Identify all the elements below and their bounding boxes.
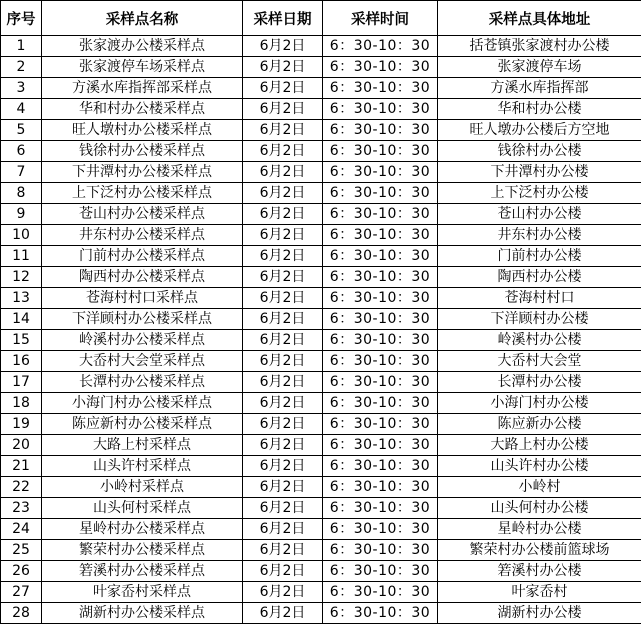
- table-row: [1, 582, 641, 603]
- cell-time: 6：30-10：30: [323, 582, 438, 603]
- cell-date: 6月2日: [243, 225, 323, 246]
- cell-time: 6：30-10：30: [323, 204, 438, 225]
- cell-date: 6月2日: [243, 603, 323, 624]
- table-row: [1, 99, 641, 120]
- header-time: 采样时间: [323, 1, 438, 36]
- cell-time: 6：30-10：30: [323, 435, 438, 456]
- cell-index: 9: [1, 204, 42, 225]
- cell-time: 6：30-10：30: [323, 309, 438, 330]
- cell-address: 小岭村: [438, 477, 641, 498]
- table-row: [1, 351, 641, 372]
- cell-address: 括苍镇张家渡村办公楼: [438, 36, 641, 57]
- header-address: 采样点具体地址: [438, 1, 641, 36]
- table-row: [1, 309, 641, 330]
- cell-address: 华和村办公楼: [438, 99, 641, 120]
- cell-date: 6月2日: [243, 519, 323, 540]
- cell-index: 18: [1, 393, 42, 414]
- table-row: [1, 246, 641, 267]
- table-row: [1, 477, 641, 498]
- cell-address: 陈应新办公楼: [438, 414, 641, 435]
- table-row: [1, 183, 641, 204]
- table-row: [1, 78, 641, 99]
- cell-address: 门前村办公楼: [438, 246, 641, 267]
- cell-index: 11: [1, 246, 42, 267]
- cell-address: 长潭村办公楼: [438, 372, 641, 393]
- cell-time: 6：30-10：30: [323, 246, 438, 267]
- cell-index: 13: [1, 288, 42, 309]
- cell-address: 下洋顾村办公楼: [438, 309, 641, 330]
- table-row: [1, 267, 641, 288]
- cell-date: 6月2日: [243, 162, 323, 183]
- table-header: [1, 1, 641, 36]
- cell-time: 6：30-10：30: [323, 393, 438, 414]
- cell-address: 山头何村办公楼: [438, 498, 641, 519]
- cell-site-name: 山头许村采样点: [42, 456, 243, 477]
- cell-time: 6：30-10：30: [323, 477, 438, 498]
- table-row: [1, 36, 641, 57]
- cell-site-name: 上下泛村办公楼采样点: [42, 183, 243, 204]
- header-date: 采样日期: [243, 1, 323, 36]
- cell-date: 6月2日: [243, 414, 323, 435]
- cell-site-name: 星岭村办公楼采样点: [42, 519, 243, 540]
- cell-site-name: 繁荣村办公楼采样点: [42, 540, 243, 561]
- cell-time: 6：30-10：30: [323, 99, 438, 120]
- cell-time: 6：30-10：30: [323, 57, 438, 78]
- cell-address: 井东村办公楼: [438, 225, 641, 246]
- cell-time: 6：30-10：30: [323, 36, 438, 57]
- cell-index: 15: [1, 330, 42, 351]
- table-row: [1, 162, 641, 183]
- cell-time: 6：30-10：30: [323, 267, 438, 288]
- table-row: [1, 540, 641, 561]
- cell-site-name: 箬溪村办公楼采样点: [42, 561, 243, 582]
- cell-index: 6: [1, 141, 42, 162]
- cell-site-name: 陈应新村办公楼采样点: [42, 414, 243, 435]
- table-row: [1, 330, 641, 351]
- cell-address: 箬溪村办公楼: [438, 561, 641, 582]
- cell-address: 方溪水库指挥部: [438, 78, 641, 99]
- cell-time: 6：30-10：30: [323, 78, 438, 99]
- cell-address: 岭溪村办公楼: [438, 330, 641, 351]
- cell-time: 6：30-10：30: [323, 414, 438, 435]
- cell-site-name: 下洋顾村办公楼采样点: [42, 309, 243, 330]
- cell-time: 6：30-10：30: [323, 603, 438, 624]
- table-row: [1, 204, 641, 225]
- table-row: [1, 288, 641, 309]
- cell-time: 6：30-10：30: [323, 120, 438, 141]
- cell-time: 6：30-10：30: [323, 372, 438, 393]
- cell-index: 20: [1, 435, 42, 456]
- cell-date: 6月2日: [243, 330, 323, 351]
- cell-date: 6月2日: [243, 120, 323, 141]
- cell-address: 小海门村办公楼: [438, 393, 641, 414]
- cell-site-name: 门前村办公楼采样点: [42, 246, 243, 267]
- cell-site-name: 叶家岙村采样点: [42, 582, 243, 603]
- cell-date: 6月2日: [243, 246, 323, 267]
- cell-site-name: 苍山村办公楼采样点: [42, 204, 243, 225]
- cell-time: 6：30-10：30: [323, 498, 438, 519]
- cell-date: 6月2日: [243, 435, 323, 456]
- cell-address: 陶西村办公楼: [438, 267, 641, 288]
- cell-address: 大岙村大会堂: [438, 351, 641, 372]
- header-row: [1, 1, 641, 36]
- cell-index: 12: [1, 267, 42, 288]
- table-row: [1, 603, 641, 624]
- cell-date: 6月2日: [243, 540, 323, 561]
- cell-site-name: 湖新村办公楼采样点: [42, 603, 243, 624]
- table-row: [1, 456, 641, 477]
- cell-time: 6：30-10：30: [323, 519, 438, 540]
- cell-index: 5: [1, 120, 42, 141]
- table-row: [1, 372, 641, 393]
- cell-date: 6月2日: [243, 393, 323, 414]
- cell-index: 10: [1, 225, 42, 246]
- cell-date: 6月2日: [243, 57, 323, 78]
- cell-address: 下井潭村办公楼: [438, 162, 641, 183]
- cell-time: 6：30-10：30: [323, 141, 438, 162]
- cell-site-name: 岭溪村办公楼采样点: [42, 330, 243, 351]
- cell-address: 钱徐村办公楼: [438, 141, 641, 162]
- cell-address: 苍海村村口: [438, 288, 641, 309]
- cell-date: 6月2日: [243, 78, 323, 99]
- cell-time: 6：30-10：30: [323, 183, 438, 204]
- table-row: [1, 141, 641, 162]
- cell-index: 16: [1, 351, 42, 372]
- cell-index: 17: [1, 372, 42, 393]
- cell-site-name: 小海门村办公楼采样点: [42, 393, 243, 414]
- cell-time: 6：30-10：30: [323, 162, 438, 183]
- cell-index: 24: [1, 519, 42, 540]
- cell-index: 4: [1, 99, 42, 120]
- cell-index: 26: [1, 561, 42, 582]
- cell-date: 6月2日: [243, 141, 323, 162]
- cell-time: 6：30-10：30: [323, 456, 438, 477]
- table-row: [1, 57, 641, 78]
- cell-address: 叶家岙村: [438, 582, 641, 603]
- header-site-name: 采样点名称: [42, 1, 243, 36]
- cell-time: 6：30-10：30: [323, 225, 438, 246]
- cell-site-name: 苍海村村口采样点: [42, 288, 243, 309]
- cell-time: 6：30-10：30: [323, 351, 438, 372]
- cell-site-name: 张家渡停车场采样点: [42, 57, 243, 78]
- table-body: [1, 36, 641, 624]
- cell-index: 25: [1, 540, 42, 561]
- cell-site-name: 下井潭村办公楼采样点: [42, 162, 243, 183]
- cell-address: 山头许村办公楼: [438, 456, 641, 477]
- cell-site-name: 大路上村采样点: [42, 435, 243, 456]
- cell-date: 6月2日: [243, 477, 323, 498]
- cell-index: 2: [1, 57, 42, 78]
- cell-site-name: 井东村办公楼采样点: [42, 225, 243, 246]
- cell-address: 旺人墩办公楼后方空地: [438, 120, 641, 141]
- cell-time: 6：30-10：30: [323, 288, 438, 309]
- cell-index: 23: [1, 498, 42, 519]
- header-index: 序号: [1, 1, 42, 36]
- cell-time: 6：30-10：30: [323, 330, 438, 351]
- cell-date: 6月2日: [243, 288, 323, 309]
- cell-index: 1: [1, 36, 42, 57]
- cell-address: 星岭村办公楼: [438, 519, 641, 540]
- cell-time: 6：30-10：30: [323, 540, 438, 561]
- cell-address: 繁荣村办公楼前篮球场: [438, 540, 641, 561]
- cell-date: 6月2日: [243, 561, 323, 582]
- cell-address: 苍山村办公楼: [438, 204, 641, 225]
- cell-address: 湖新村办公楼: [438, 603, 641, 624]
- cell-index: 28: [1, 603, 42, 624]
- cell-index: 19: [1, 414, 42, 435]
- cell-date: 6月2日: [243, 498, 323, 519]
- cell-site-name: 方溪水库指挥部采样点: [42, 78, 243, 99]
- cell-site-name: 长潭村办公楼采样点: [42, 372, 243, 393]
- cell-site-name: 张家渡办公楼采样点: [42, 36, 243, 57]
- cell-index: 21: [1, 456, 42, 477]
- cell-site-name: 山头何村采样点: [42, 498, 243, 519]
- table-row: [1, 561, 641, 582]
- cell-date: 6月2日: [243, 99, 323, 120]
- cell-date: 6月2日: [243, 36, 323, 57]
- cell-date: 6月2日: [243, 582, 323, 603]
- cell-date: 6月2日: [243, 372, 323, 393]
- table-row: [1, 435, 641, 456]
- cell-address: 大路上村办公楼: [438, 435, 641, 456]
- cell-site-name: 陶西村办公楼采样点: [42, 267, 243, 288]
- cell-address: 张家渡停车场: [438, 57, 641, 78]
- table-row: [1, 393, 641, 414]
- cell-date: 6月2日: [243, 456, 323, 477]
- cell-date: 6月2日: [243, 351, 323, 372]
- cell-site-name: 旺人墩村办公楼采样点: [42, 120, 243, 141]
- cell-site-name: 大岙村大会堂采样点: [42, 351, 243, 372]
- table-row: [1, 225, 641, 246]
- cell-index: 7: [1, 162, 42, 183]
- cell-index: 3: [1, 78, 42, 99]
- cell-site-name: 钱徐村办公楼采样点: [42, 141, 243, 162]
- table-row: [1, 414, 641, 435]
- cell-time: 6：30-10：30: [323, 561, 438, 582]
- table-row: [1, 519, 641, 540]
- cell-date: 6月2日: [243, 183, 323, 204]
- cell-index: 8: [1, 183, 42, 204]
- table-row: [1, 498, 641, 519]
- cell-address: 上下泛村办公楼: [438, 183, 641, 204]
- cell-index: 22: [1, 477, 42, 498]
- cell-date: 6月2日: [243, 267, 323, 288]
- cell-site-name: 华和村办公楼采样点: [42, 99, 243, 120]
- cell-date: 6月2日: [243, 204, 323, 225]
- table-row: [1, 120, 641, 141]
- cell-site-name: 小岭村采样点: [42, 477, 243, 498]
- cell-date: 6月2日: [243, 309, 323, 330]
- cell-index: 27: [1, 582, 42, 603]
- cell-index: 14: [1, 309, 42, 330]
